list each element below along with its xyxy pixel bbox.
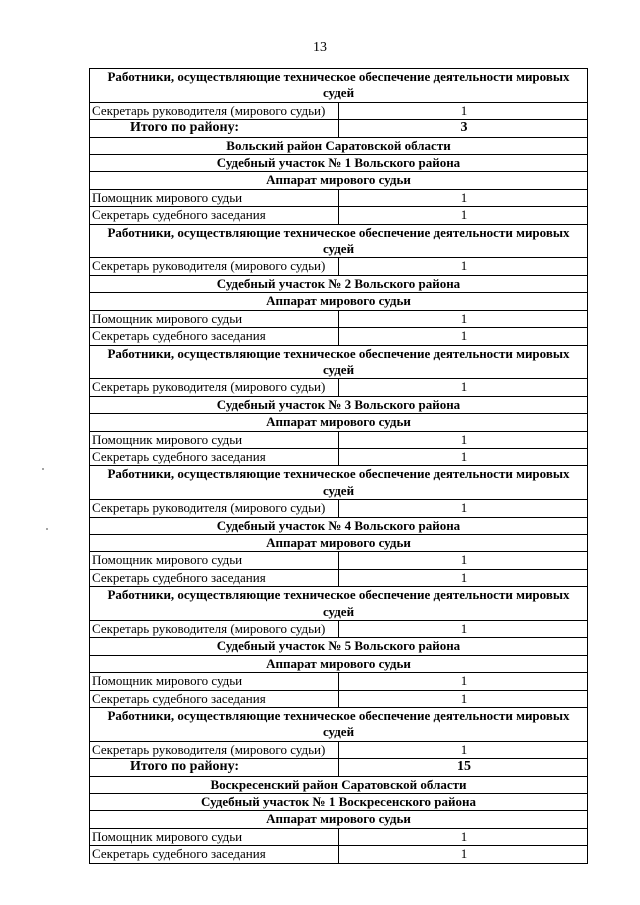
position-count: 1	[339, 379, 588, 396]
section-header-row	[90, 69, 588, 103]
position-row	[90, 500, 588, 517]
total-value: 15	[339, 759, 588, 776]
position-count: 1	[339, 189, 588, 206]
section-header-row	[90, 293, 588, 310]
staff-table	[89, 68, 588, 864]
section-header: Работники, осуществляющие техническое обеспечение деятельности мировых судей	[90, 224, 588, 258]
section-header: Аппарат мирового судьи	[90, 534, 588, 551]
section-header-row	[90, 137, 588, 154]
section-header: Аппарат мирового судьи	[90, 414, 588, 431]
position-name: Помощник мирового судьи	[90, 431, 339, 448]
position-count: 1	[339, 258, 588, 275]
staff-table-body	[90, 69, 588, 864]
section-header: Работники, осуществляющие техническое обеспечение деятельности мировых судей	[90, 587, 588, 621]
section-header: Судебный участок № 1 Воскресенского района	[90, 794, 588, 811]
section-header-row	[90, 794, 588, 811]
section-header-row	[90, 155, 588, 172]
section-header-row	[90, 638, 588, 655]
position-name: Помощник мирового судьи	[90, 552, 339, 569]
position-row	[90, 102, 588, 119]
section-header-row	[90, 466, 588, 500]
section-header-row	[90, 224, 588, 258]
position-count: 1	[339, 448, 588, 465]
scan-speck	[46, 528, 48, 530]
position-count: 1	[339, 828, 588, 845]
section-header-row	[90, 345, 588, 379]
position-name: Секретарь руководителя (мирового судьи)	[90, 102, 339, 119]
position-count: 1	[339, 621, 588, 638]
section-header: Судебный участок № 3 Вольского района	[90, 396, 588, 413]
section-header: Аппарат мирового судьи	[90, 293, 588, 310]
position-row	[90, 741, 588, 758]
position-name: Секретарь судебного заседания	[90, 690, 339, 707]
position-row	[90, 448, 588, 465]
section-header: Судебный участок № 1 Вольского района	[90, 155, 588, 172]
section-header: Воскресенский район Саратовской области	[90, 776, 588, 793]
scan-speck	[42, 468, 44, 470]
section-header-row	[90, 172, 588, 189]
section-header: Работники, осуществляющие техническое обеспечение деятельности мировых судей	[90, 708, 588, 742]
section-header: Работники, осуществляющие техническое обеспечение деятельности мировых судей	[90, 466, 588, 500]
position-count: 1	[339, 328, 588, 345]
position-name: Секретарь руководителя (мирового судьи)	[90, 258, 339, 275]
section-header-row	[90, 414, 588, 431]
position-count: 1	[339, 431, 588, 448]
page-number: 13	[313, 40, 327, 55]
total-row	[90, 120, 588, 137]
position-count: 1	[339, 310, 588, 327]
section-header: Работники, осуществляющие техническое обеспечение деятельности мировых судей	[90, 69, 588, 103]
position-count: 1	[339, 552, 588, 569]
position-name: Помощник мирового судьи	[90, 310, 339, 327]
position-count: 1	[339, 102, 588, 119]
section-header: Аппарат мирового судьи	[90, 655, 588, 672]
section-header-row	[90, 811, 588, 828]
position-name: Секретарь руководителя (мирового судьи)	[90, 741, 339, 758]
position-name: Помощник мирового судьи	[90, 189, 339, 206]
position-name: Секретарь судебного заседания	[90, 448, 339, 465]
section-header-row	[90, 396, 588, 413]
position-row	[90, 690, 588, 707]
position-name: Секретарь судебного заседания	[90, 207, 339, 224]
position-name: Секретарь судебного заседания	[90, 328, 339, 345]
position-row	[90, 258, 588, 275]
position-name: Секретарь судебного заседания	[90, 569, 339, 586]
section-header-row	[90, 534, 588, 551]
section-header-row	[90, 708, 588, 742]
position-row	[90, 431, 588, 448]
position-name: Секретарь руководителя (мирового судьи)	[90, 379, 339, 396]
section-header-row	[90, 655, 588, 672]
position-row	[90, 189, 588, 206]
position-count: 1	[339, 207, 588, 224]
position-row	[90, 846, 588, 863]
section-header-row	[90, 587, 588, 621]
position-count: 1	[339, 673, 588, 690]
section-header-row	[90, 517, 588, 534]
position-row	[90, 828, 588, 845]
total-label: Итого по району:	[90, 759, 339, 776]
total-value: 3	[339, 120, 588, 137]
position-name: Секретарь руководителя (мирового судьи)	[90, 621, 339, 638]
section-header-row	[90, 776, 588, 793]
position-row	[90, 379, 588, 396]
position-name: Секретарь руководителя (мирового судьи)	[90, 500, 339, 517]
section-header: Работники, осуществляющие техническое обеспечение деятельности мировых судей	[90, 345, 588, 379]
position-name: Помощник мирового судьи	[90, 828, 339, 845]
position-count: 1	[339, 569, 588, 586]
position-row	[90, 207, 588, 224]
position-count: 1	[339, 846, 588, 863]
position-row	[90, 569, 588, 586]
section-header: Аппарат мирового судьи	[90, 811, 588, 828]
section-header: Вольский район Саратовской области	[90, 137, 588, 154]
position-count: 1	[339, 500, 588, 517]
position-name: Секретарь судебного заседания	[90, 846, 339, 863]
position-row	[90, 673, 588, 690]
total-row	[90, 759, 588, 776]
position-count: 1	[339, 741, 588, 758]
section-header: Аппарат мирового судьи	[90, 172, 588, 189]
section-header: Судебный участок № 4 Вольского района	[90, 517, 588, 534]
section-header-row	[90, 275, 588, 292]
section-header: Судебный участок № 2 Вольского района	[90, 275, 588, 292]
position-name: Помощник мирового судьи	[90, 673, 339, 690]
position-row	[90, 310, 588, 327]
position-row	[90, 621, 588, 638]
total-label: Итого по району:	[90, 120, 339, 137]
position-row	[90, 552, 588, 569]
position-count: 1	[339, 690, 588, 707]
position-row	[90, 328, 588, 345]
section-header: Судебный участок № 5 Вольского района	[90, 638, 588, 655]
